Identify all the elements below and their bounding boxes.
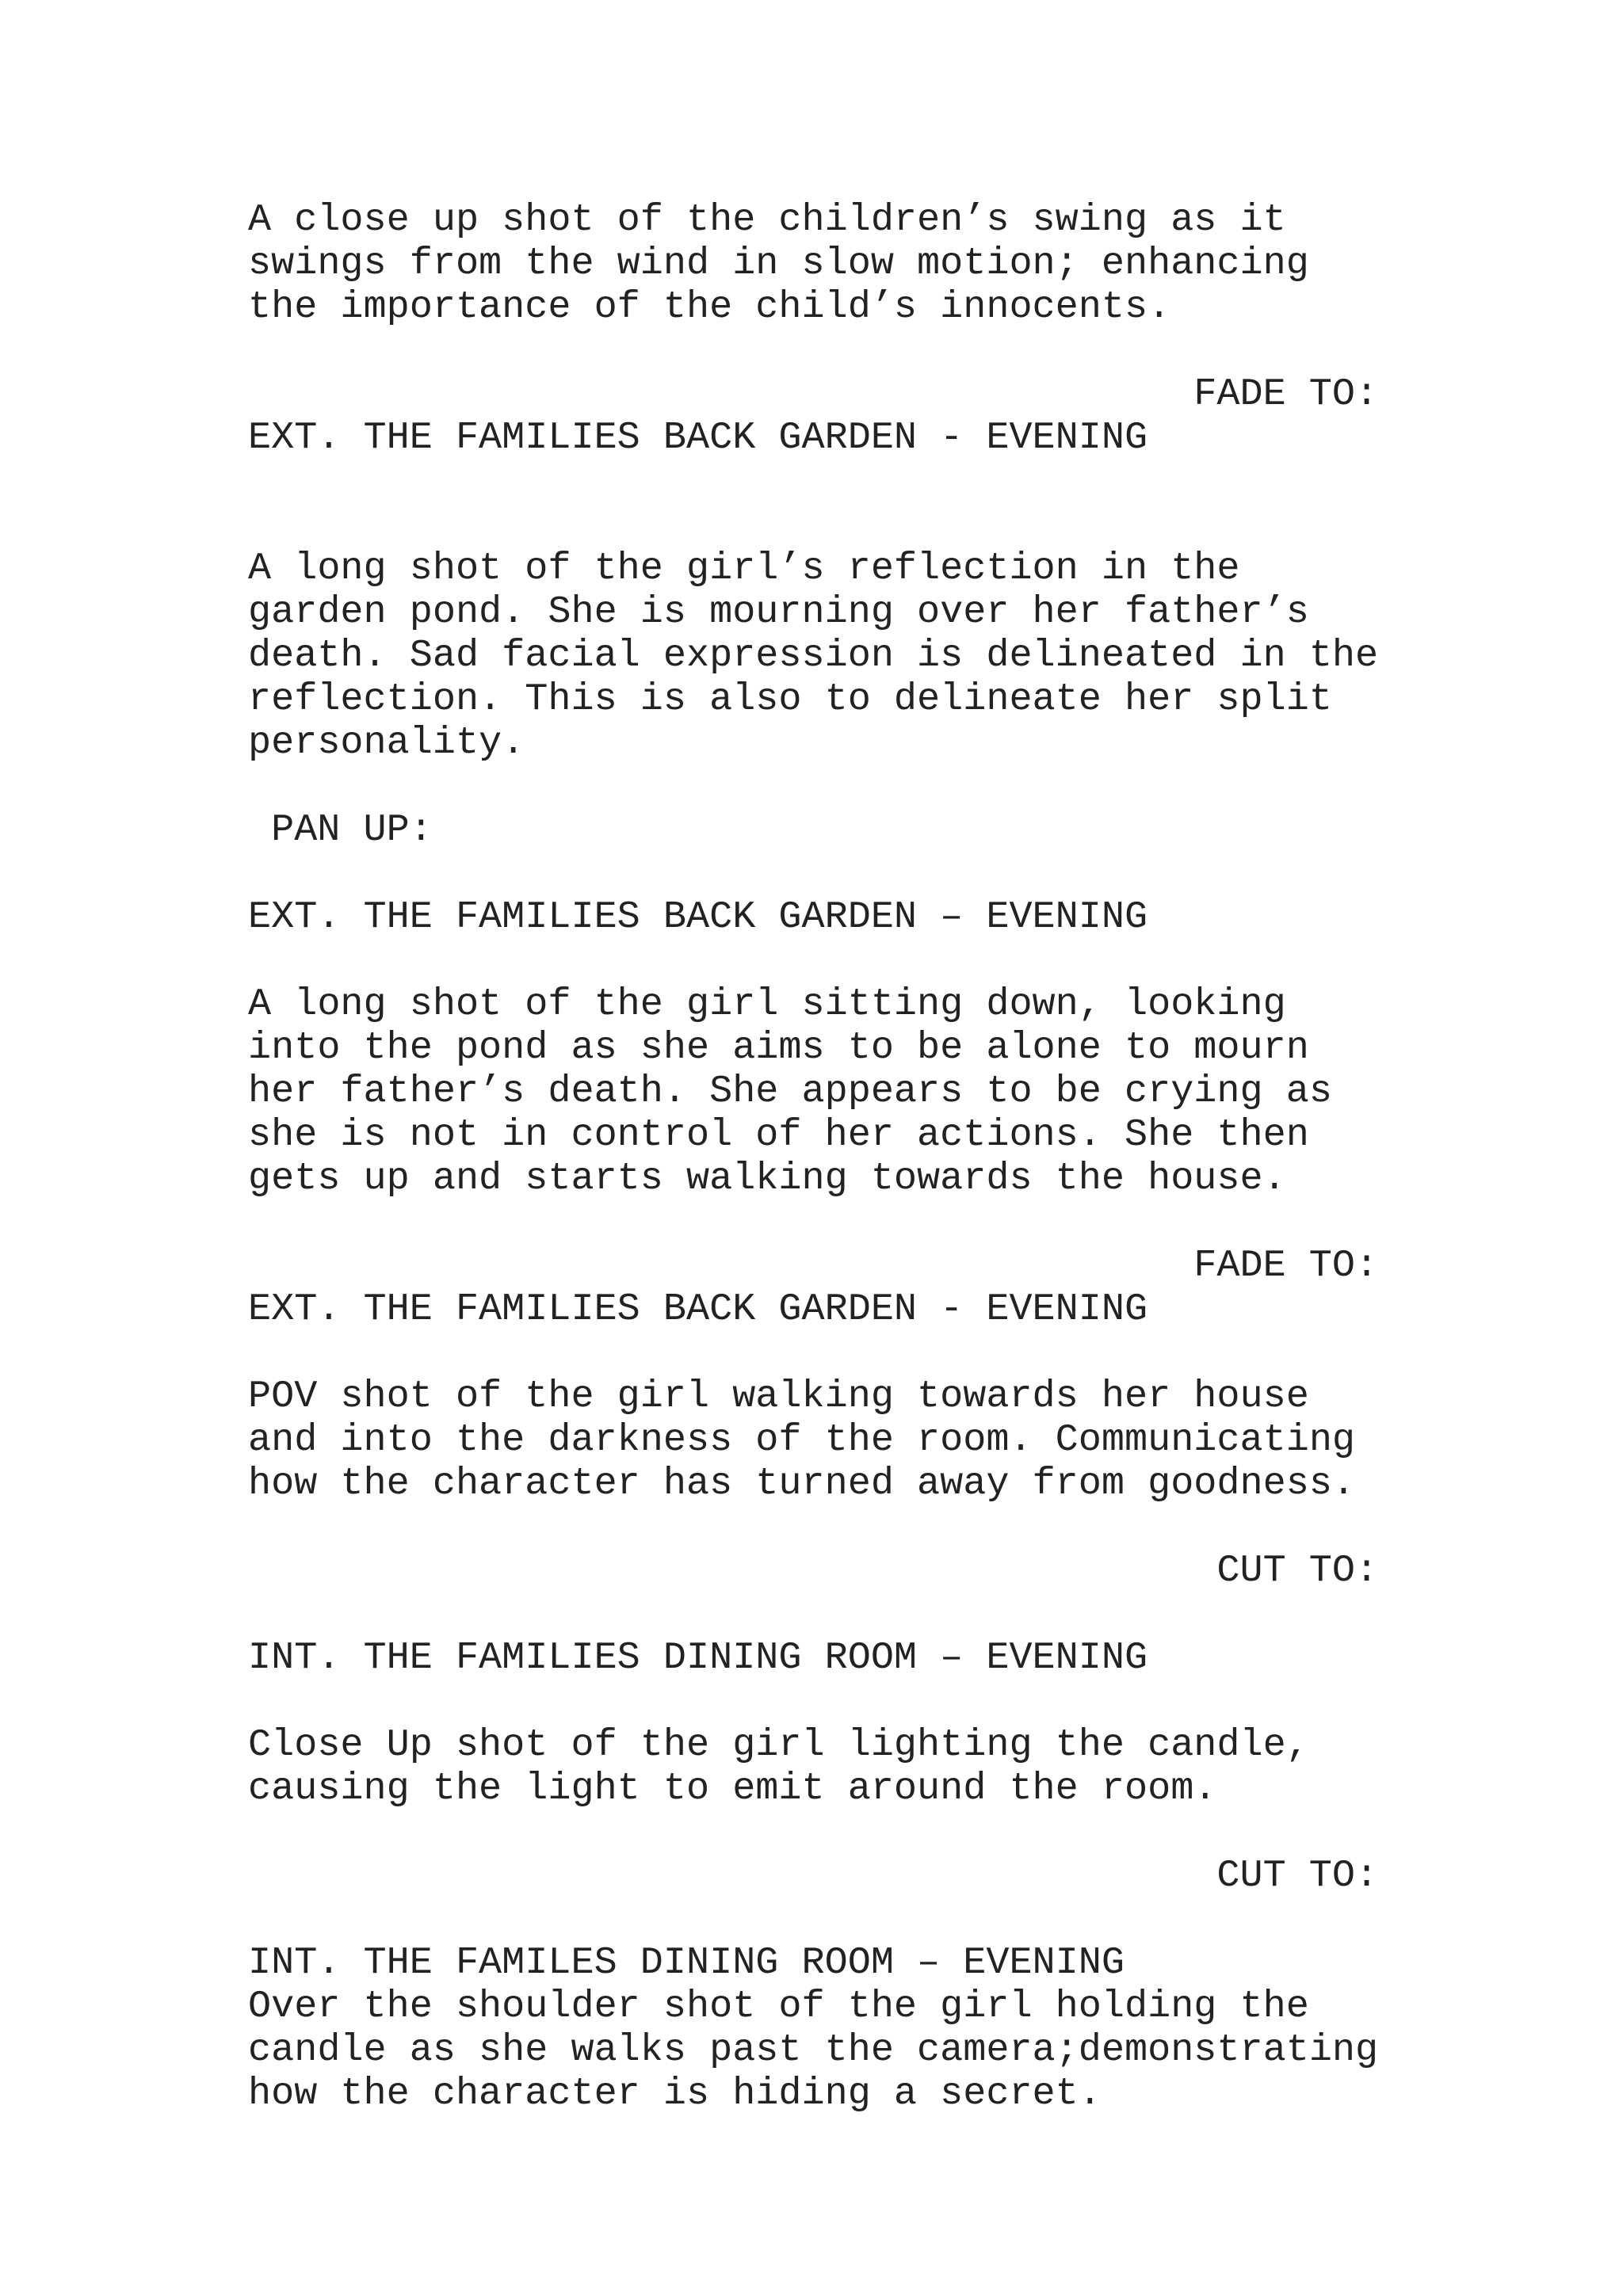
scene-heading: INT. THE FAMILIES DINING ROOM – EVENING [248, 1636, 1148, 1680]
scene-heading: INT. THE FAMILES DINING ROOM – EVENING [248, 1941, 1125, 1985]
action-block [248, 1375, 1378, 1505]
action-line: gets up and starts walking towards the house. [248, 1157, 1286, 1200]
action-line: swings from the wind in slow motion; enhancing [248, 242, 1309, 285]
action-line: garden pond. She is mourning over her father’s [248, 590, 1309, 634]
screenplay-body [248, 198, 1378, 2115]
transition: FADE TO: [1193, 372, 1379, 416]
action-block [248, 982, 1378, 1200]
action-block [248, 1985, 1378, 2115]
action-line: candle as she walks past the camera;demonstrating [248, 2028, 1379, 2072]
action-line: reflection. This is also to delineate her split [248, 677, 1332, 721]
camera-direction: PAN UP: [271, 808, 433, 852]
transition: CUT TO: [1216, 1854, 1379, 1897]
action-line: how the character is hiding a secret. [248, 2072, 1102, 2115]
transition: FADE TO: [1193, 1244, 1379, 1287]
action-line: into the pond as she aims to be alone to mourn [248, 1026, 1309, 1070]
scene-heading: EXT. THE FAMILIES BACK GARDEN - EVENING [248, 416, 1148, 460]
action-block [248, 1723, 1378, 1810]
action-block [248, 198, 1378, 329]
action-line: she is not in control of her actions. She then [248, 1113, 1309, 1157]
action-line: A long shot of the girl’s reflection in the [248, 547, 1240, 590]
action-line: death. Sad facial expression is delineated in the [248, 634, 1379, 677]
action-line: Close Up shot of the girl lighting the candle, [248, 1723, 1309, 1767]
action-line: the importance of the child’s innocents. [248, 285, 1171, 329]
transition: CUT TO: [1216, 1549, 1379, 1592]
action-line: POV shot of the girl walking towards her house [248, 1375, 1309, 1418]
scene-heading: EXT. THE FAMILIES BACK GARDEN – EVENING [248, 895, 1148, 939]
action-line: A long shot of the girl sitting down, looking [248, 982, 1286, 1026]
action-line: her father’s death. She appears to be crying as [248, 1070, 1332, 1113]
action-block [248, 547, 1378, 765]
action-line: A close up shot of the children’s swing as it [248, 198, 1286, 242]
action-line: and into the darkness of the room. Communicating [248, 1418, 1356, 1462]
action-line: personality. [248, 721, 525, 765]
action-line: Over the shoulder shot of the girl holding the [248, 1985, 1309, 2028]
action-line: causing the light to emit around the room. [248, 1767, 1217, 1810]
scene-heading: EXT. THE FAMILIES BACK GARDEN - EVENING [248, 1287, 1148, 1331]
action-line: how the character has turned away from goodness. [248, 1462, 1356, 1505]
